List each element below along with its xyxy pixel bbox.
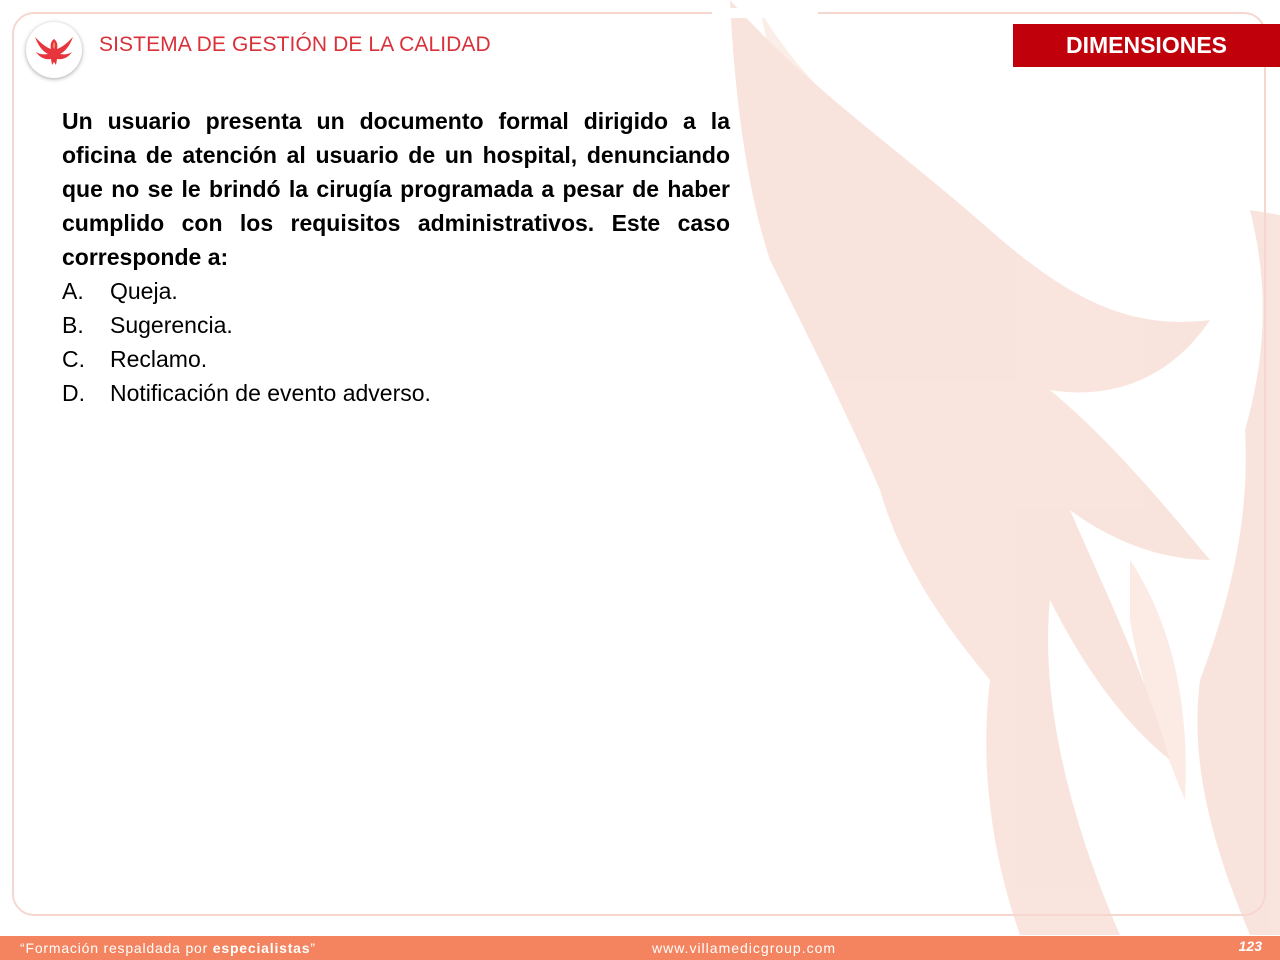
- option-text: Notificación de evento adverso.: [110, 380, 431, 406]
- phoenix-watermark-icon: [690, 0, 1280, 935]
- slogan-bold: especialistas: [212, 940, 311, 956]
- option-text: Sugerencia.: [110, 312, 233, 338]
- option-letter: C.: [62, 346, 85, 372]
- answer-options: [62, 274, 730, 410]
- footer-slogan: [20, 940, 316, 956]
- option-c: [62, 342, 730, 376]
- section-badge: DIMENSIONES: [1013, 24, 1280, 67]
- question-content: [62, 104, 730, 410]
- option-letter: D.: [62, 380, 85, 406]
- option-text: Queja.: [110, 278, 178, 304]
- option-a: [62, 274, 730, 308]
- footer-url: www.villamedicgroup.com: [652, 940, 837, 956]
- frame-gap: [712, 8, 818, 18]
- option-text: Reclamo.: [110, 346, 208, 372]
- option-letter: B.: [62, 312, 84, 338]
- phoenix-logo-icon: [26, 22, 82, 78]
- option-letter: A.: [62, 278, 84, 304]
- footer-bar: [0, 936, 1280, 960]
- page-number: 123: [1238, 938, 1262, 954]
- question-text: Un usuario presenta un documento formal dirigido a la oficina de atención al usuario de un hospital, denunciando que no se le brindó la cirugía programada a pesar de haber cumplido con los requisitos administrativos. Este caso corresponde a:: [62, 108, 730, 270]
- option-b: [62, 308, 730, 342]
- slogan-prefix: “Formación respaldada por: [20, 940, 213, 956]
- header-title: SISTEMA DE GESTIÓN DE LA CALIDAD: [99, 33, 491, 56]
- option-d: [62, 376, 730, 410]
- slogan-suffix: ”: [310, 940, 316, 956]
